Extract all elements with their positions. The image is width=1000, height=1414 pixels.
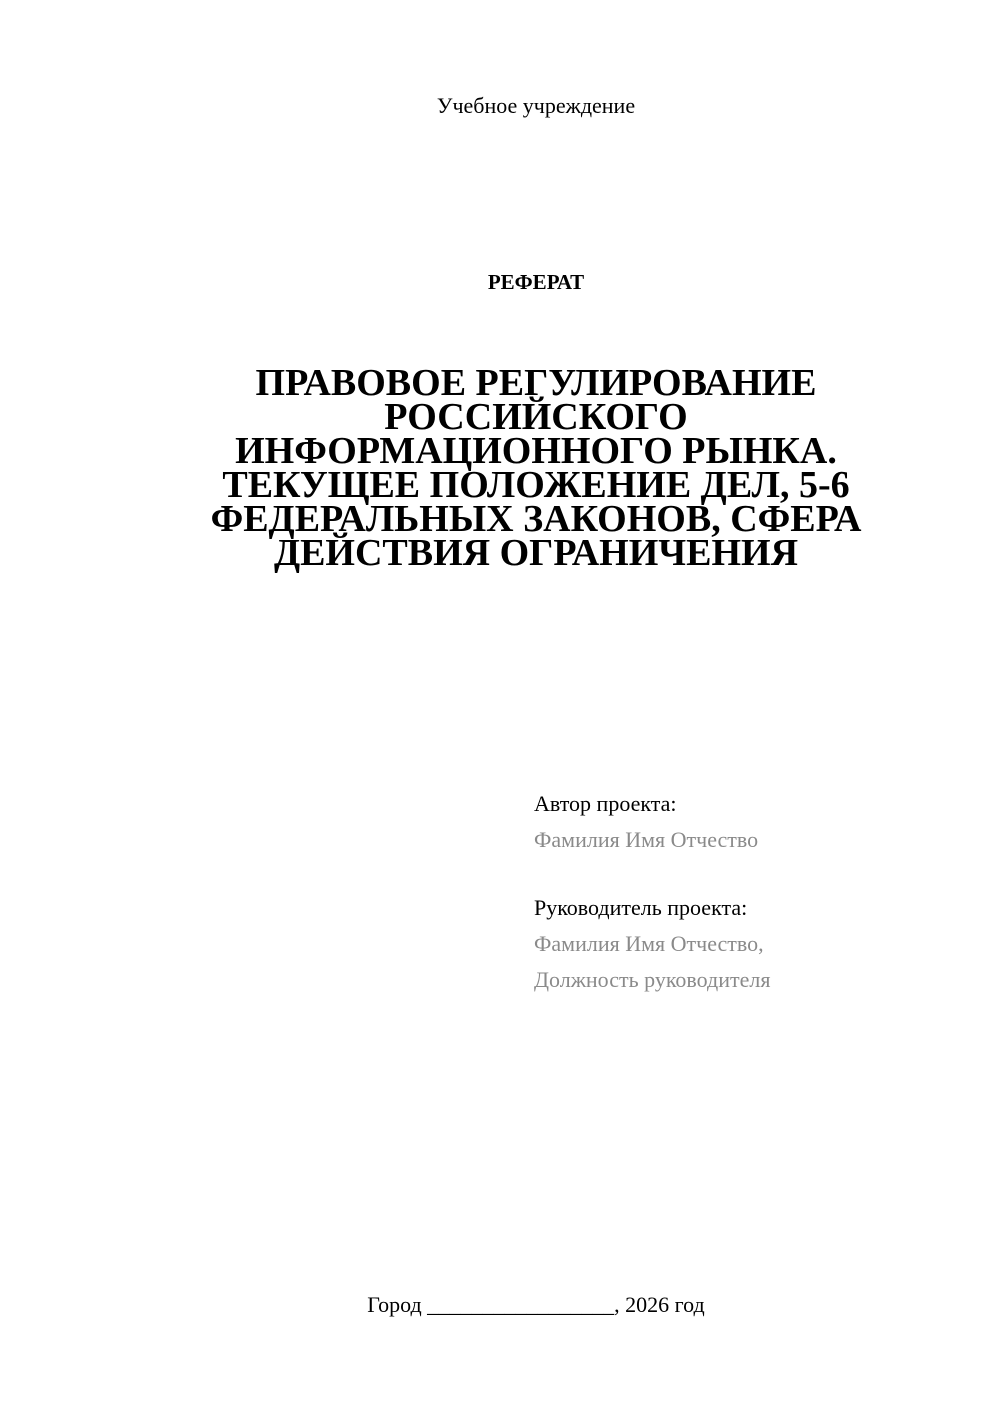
city-year-footer: Город _________________, 2026 год	[367, 1292, 705, 1317]
supervisor-name: Фамилия Имя Отчество,	[534, 931, 764, 956]
title-line: РОССИЙСКОГО	[384, 396, 688, 438]
institution-name: Учебное учреждение	[436, 93, 636, 118]
supervisor-position: Должность руководителя	[534, 967, 771, 992]
author-block	[534, 786, 974, 858]
title-line: ТЕКУЩЕЕ ПОЛОЖЕНИЕ ДЕЛ, 5-6	[222, 464, 850, 506]
title-line: ДЕЙСТВИЯ ОГРАНИЧЕНИЯ	[273, 532, 799, 574]
document-title	[180, 362, 892, 574]
supervisor-label: Руководитель проекта:	[534, 895, 748, 920]
author-label: Автор проекта:	[534, 791, 677, 816]
title-line: ПРАВОВОЕ РЕГУЛИРОВАНИЕ	[255, 362, 817, 404]
title-line: ФЕДЕРАЛЬНЫХ ЗАКОНОВ, СФЕРА	[210, 498, 862, 540]
title-line: ИНФОРМАЦИОННОГО РЫНКА.	[235, 430, 837, 472]
author-name: Фамилия Имя Отчество	[534, 827, 759, 852]
supervisor-block	[534, 890, 974, 998]
document-type: РЕФЕРАТ	[487, 270, 585, 294]
